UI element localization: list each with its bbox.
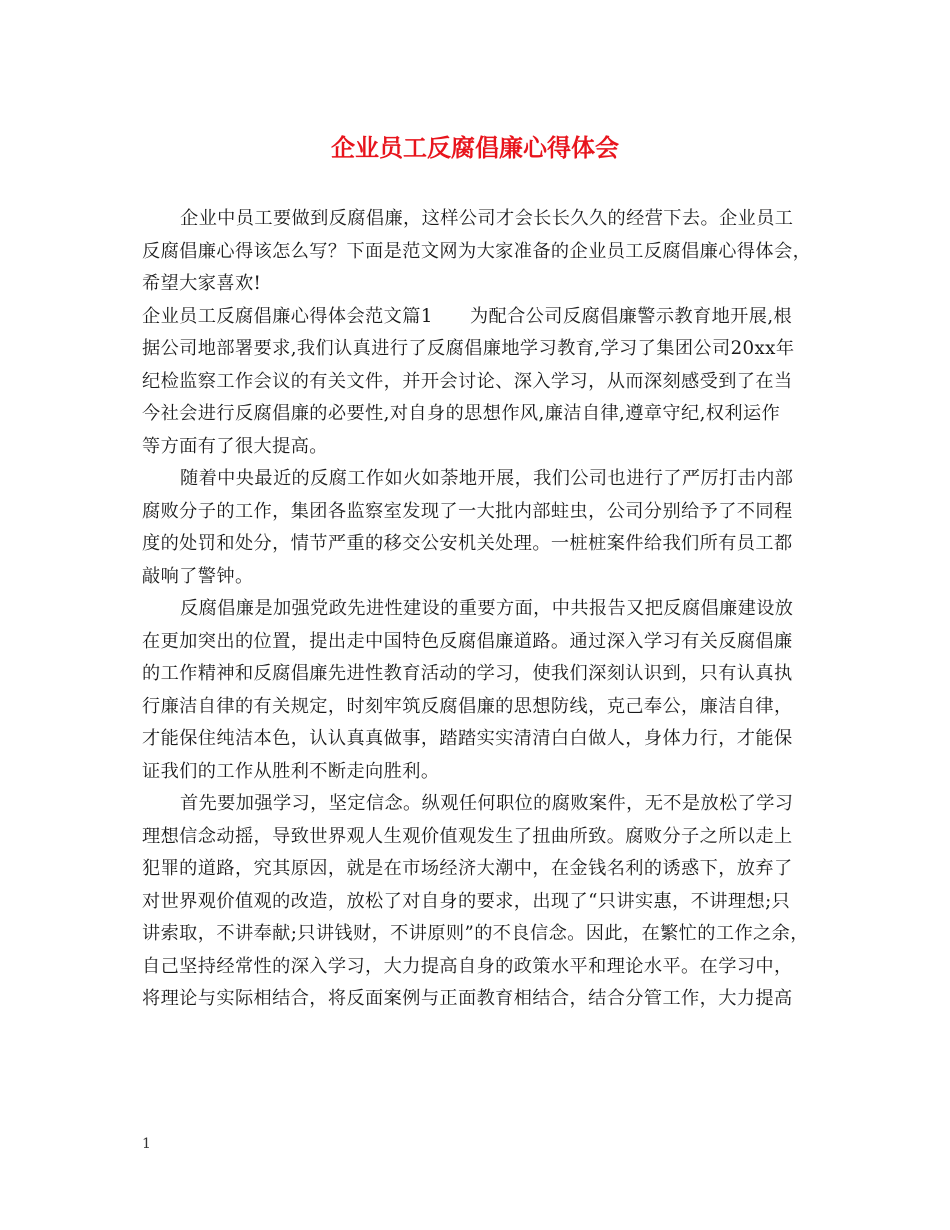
text-line: 今社会进行反腐倡廉的必要性,对自身的思想作风,廉洁自律,遵章守纪,权利运作 [142,403,781,424]
text-line: 首先要加强学习，坚定信念。纵观任何职位的腐败案件，无不是放松了学习 [180,793,794,814]
text-line: 将理论与实际相结合，将反面案例与正面教育相结合，结合分管工作，大力提高 [142,988,793,1009]
text-line: 度的处罚和处分，情节严重的移交公安机关处理。一桩桩案件给我们所有员工都 [142,533,793,554]
text-line: 的工作精神和反腐倡廉先进性教育活动的学习，使我们深刻认识到，只有认真执 [142,663,793,684]
text-line: 行廉洁自律的有关规定，时刻牢筑反腐倡廉的思想防线，克己奉公，廉洁自律， [142,695,793,717]
text-line: 希望大家喜欢! [142,273,262,294]
text-line: 在更加突出的位置，提出走中国特色反腐倡廉道路。通过深入学习有关反腐倡廉 [142,630,793,652]
document-title: 企业员工反腐倡廉心得体会 [331,134,619,162]
text-line: 理想信念动摇，导致世界观人生观价值观发生了扭曲所致。腐败分子之所以走上 [142,825,793,847]
text-line: 自己坚持经常性的深入学习，大力提高自身的政策水平和理论水平。在学习中， [142,955,793,977]
text-line: 才能保住纯洁本色，认认真真做事，踏踏实实清清白白做人，身体力行，才能保 [142,728,793,749]
text-line: 据公司地部署要求,我们认真进行了反腐倡廉地学习教育,学习了集团公司20xx年 [142,338,795,359]
text-line: 证我们的工作从胜利不断走向胜利。 [142,760,440,782]
text-line: 纪检监察工作会议的有关文件，并开会讨论、深入学习，从而深刻感受到了在当 [142,370,793,392]
text-line: 讲索取，不讲奉献;只讲钱财，不讲原则”的不良信念。因此，在繁忙的工作之余， [142,923,809,944]
text-line: 敲响了警钟。 [142,565,254,587]
text-line: 对世界观价值观的改造，放松了对自身的要求，出现了“只讲实惠，不讲理想;只 [142,890,791,912]
text-line: 企业中员工要做到反腐倡廉，这样公司才会长长久久的经营下去。企业员工 [180,208,794,229]
text-line: 等方面有了很大提高。 [142,435,328,457]
text-line: 腐败分子的工作，集团各监察室发现了一大批内部蛀虫，公司分别给予了不同程 [142,500,793,522]
text-line: 企业员工反腐倡廉心得体会范文篇1 为配合公司反腐倡廉警示教育地开展,根 [142,305,793,327]
page-number: 1 [142,1136,151,1152]
document-body [142,203,812,1016]
text-line: 反腐倡廉是加强党政先进性建设的重要方面，中共报告又把反腐倡廉建设放 [180,598,794,619]
text-line: 反腐倡廉心得该怎么写？下面是范文网为大家准备的企业员工反腐倡廉心得体会， [142,240,812,262]
text-line: 犯罪的道路，究其原因，就是在市场经济大潮中，在金钱名利的诱惑下，放弃了 [142,858,793,879]
text-line: 随着中央最近的反腐工作如火如荼地开展，我们公司也进行了严厉打击内部 [180,468,794,489]
